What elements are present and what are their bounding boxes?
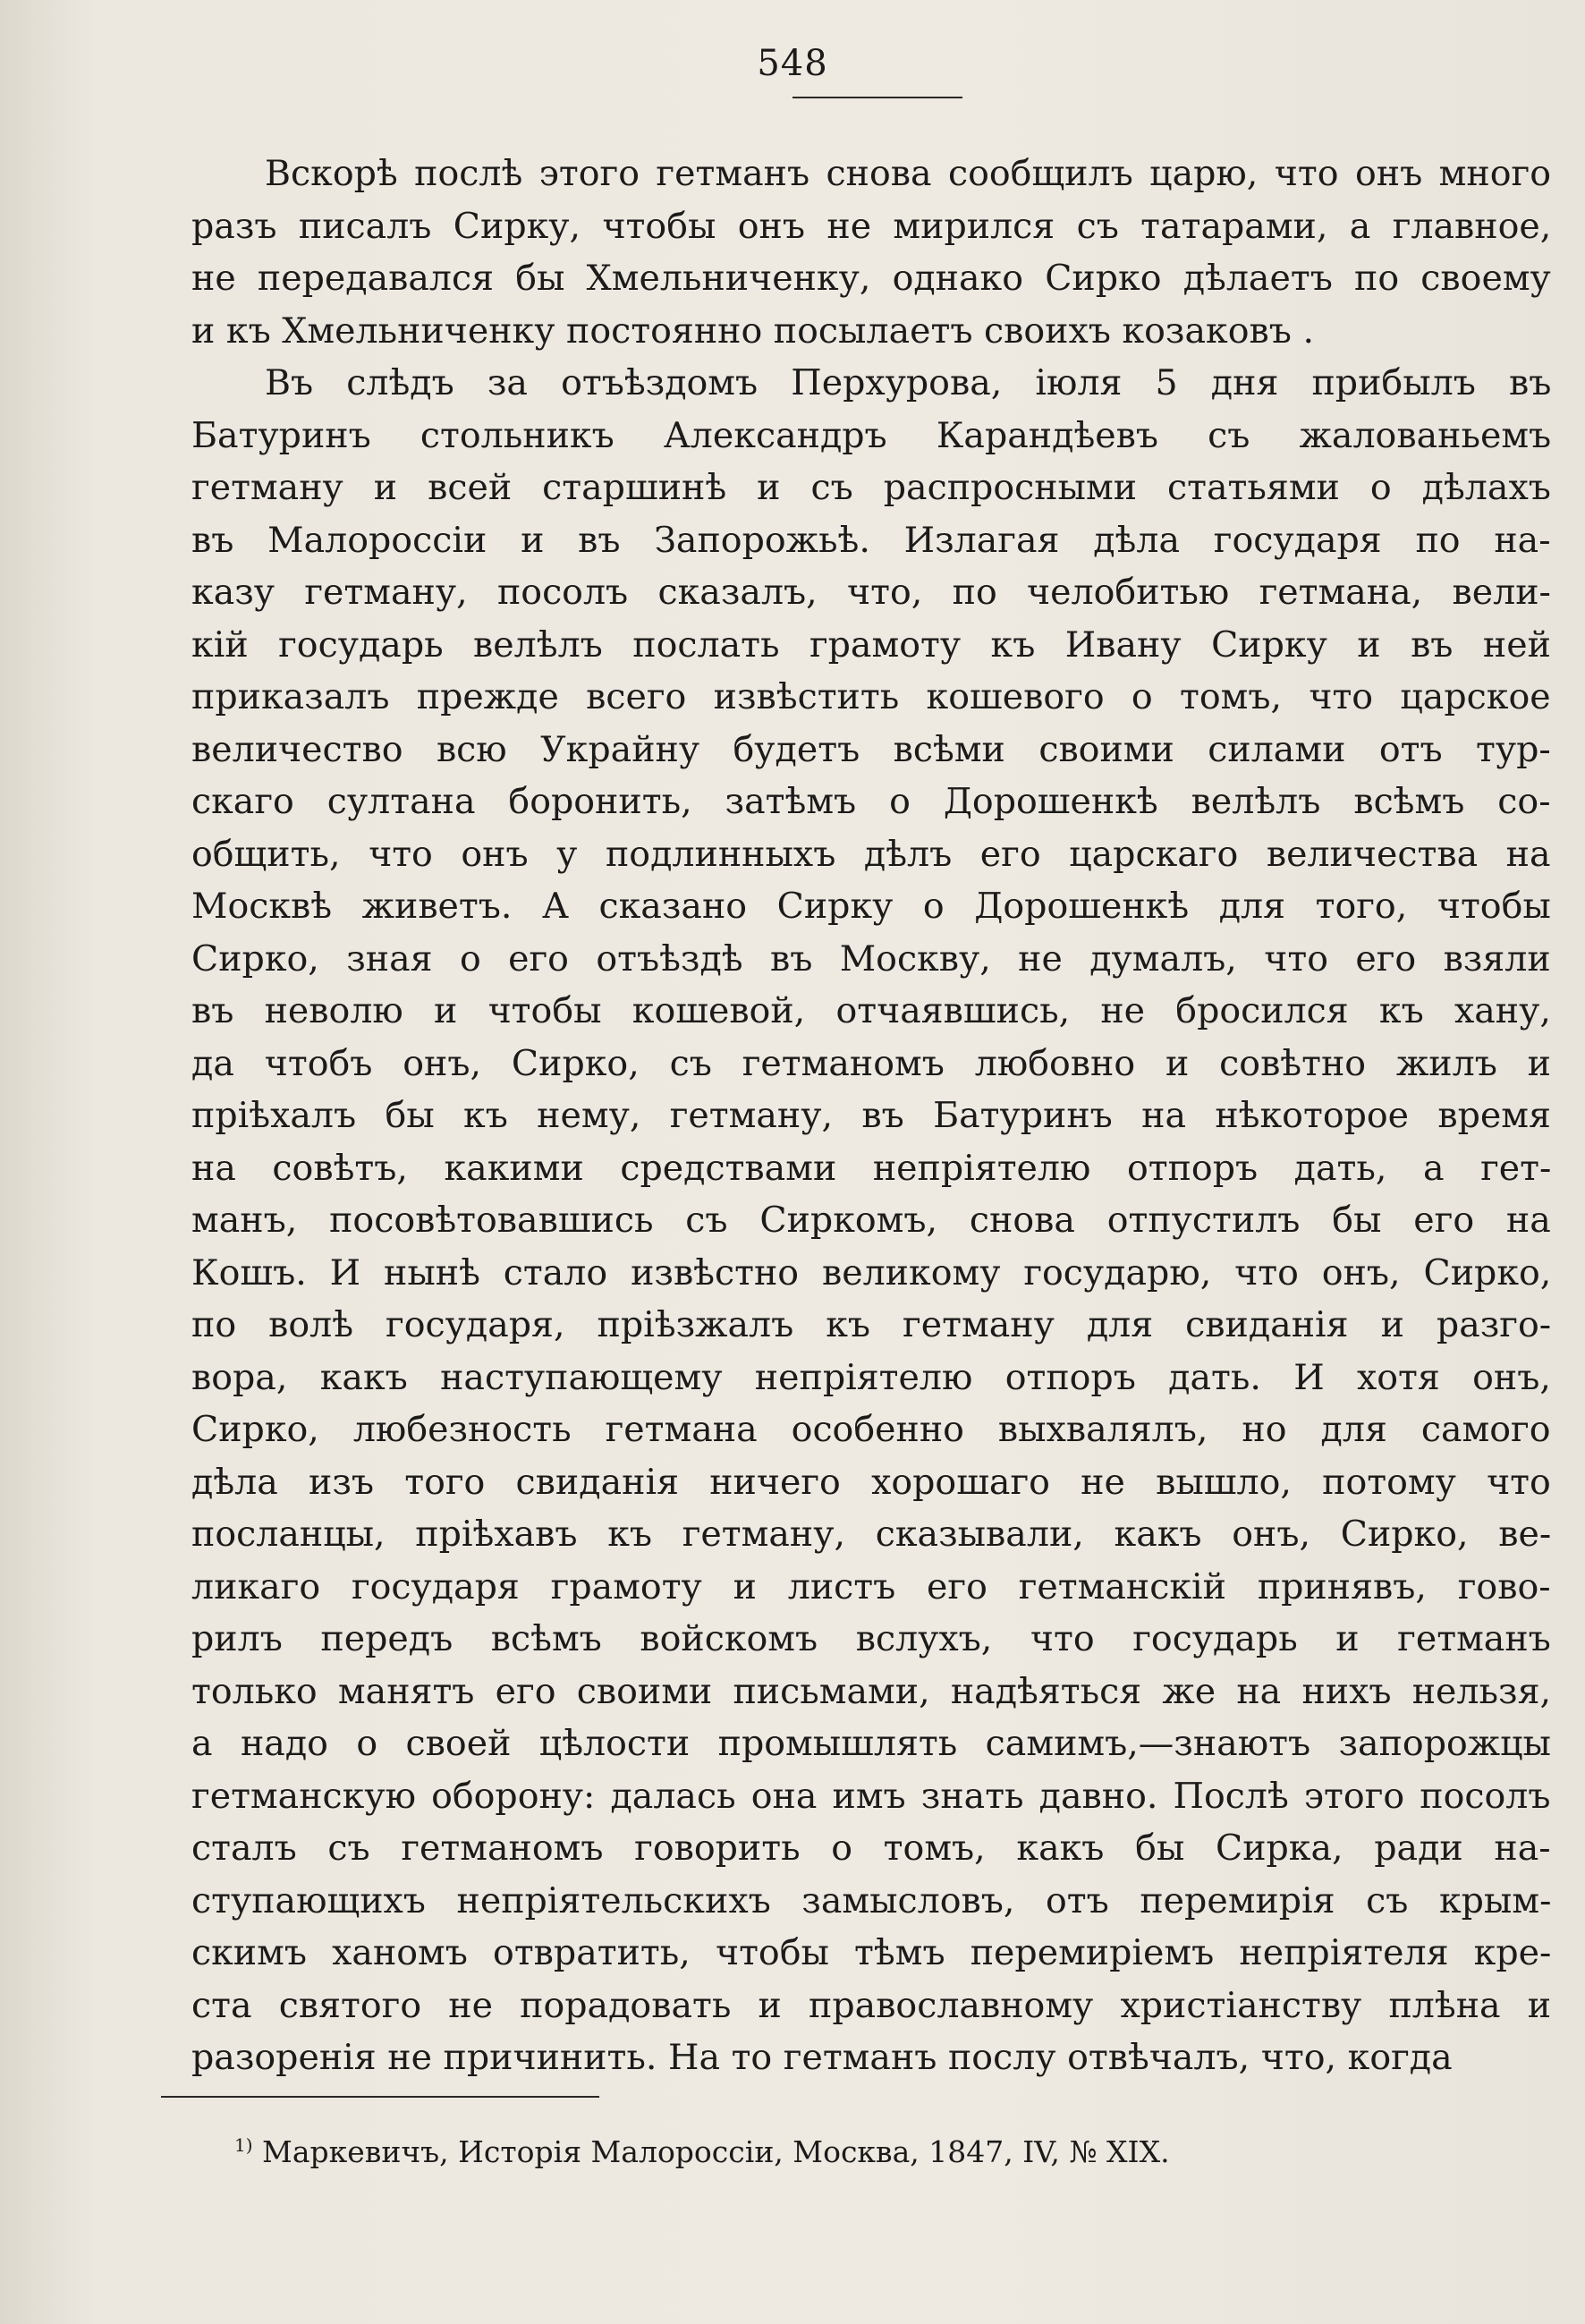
text-line: гетманскую оборону: далась она имъ знать давно. Послѣ этого посолъ [191,1775,1551,1817]
text-line: вора, какъ наступающему непріятелю отпоръ дать. И хотя онъ, [191,1356,1551,1398]
text-line: пріѣхалъ бы къ нему, гетману, въ Батуринъ на нѣкоторое время [191,1095,1551,1136]
text-line: на совѣтъ, какими средствами непріятелю отпоръ дать, а гет- [191,1147,1552,1189]
text-line: да чтобъ онъ, Сирко, съ гетманомъ любовно и совѣтно жилъ и [191,1042,1552,1084]
footnote-marker: 1) [234,2134,253,2156]
text-line: скимъ ханомъ отвратить, чтобы тѣмъ перемиріемъ непріятеля кре- [191,1932,1552,1973]
text-line: манъ, посовѣтовавшись съ Сиркомъ, снова отпустилъ бы его на [191,1200,1551,1241]
body-text [191,148,1551,2084]
footnote-text: Маркевичъ, Исторія Малороссіи, Москва, 1847, IV, № XIX. [262,2134,1170,2169]
text-line: Сирко, зная о его отъѣздѣ въ Москву, не думалъ, что его взяли [191,937,1551,980]
text-line: Кошъ. И нынѣ стало извѣстно великому государю, что онъ, Сирко, [191,1251,1552,1293]
text-line: разъ писалъ Сирку, чтобы онъ не мирился съ татарами, а главное, [191,205,1552,247]
text-line: въ Малороссіи и въ Запорожьѣ. Излагая дѣла государя по на- [191,519,1551,561]
text-line: дѣла изъ того свиданія ничего хорошаго не вышло, потому что [191,1461,1551,1503]
text-line: Въ слѣдъ за отъѣздомъ Перхурова, іюля 5 дня прибылъ въ [265,362,1552,403]
text-line: сталъ съ гетманомъ говорить о томъ, какъ бы Сирка, ради на- [191,1828,1551,1869]
text-line: ста святого не порадовать и православному христіанству плѣна и [191,1984,1552,2026]
text-line: и къ Хмельниченку постоянно посылаетъ своихъ козаковъ . [191,310,1314,352]
text-line: посланцы, пріѣхавъ къ гетману, сказывали, какъ онъ, Сирко, ве- [191,1514,1552,1555]
text-line: кій государь велѣлъ послать грамоту къ Ивану Сирку и въ ней [191,623,1551,666]
text-line: казу гетману, посолъ сказалъ, что, по челобитью гетмана, вели- [191,572,1551,613]
text-line: гетману и всей старшинѣ и съ распросными статьями о дѣлахъ [191,467,1551,508]
text-line: Сирко, любезность гетмана особенно выхвалялъ, но для самого [191,1409,1551,1450]
text-line: приказалъ прежде всего извѣстить кошевого о томъ, что царское [191,676,1551,717]
text-line: не передавался бы Хмельниченку, однако Сирко дѣлаетъ по своему [191,258,1551,299]
text-line: рилъ передъ всѣмъ войскомъ вслухъ, что государь и гетманъ [191,1618,1551,1659]
text-line: Вскорѣ послѣ этого гетманъ снова сообщилъ царю, что онъ много [265,153,1551,194]
page-number: 548 [757,43,828,84]
text-line: разоренія не причинить. На то гетманъ послу отвѣчалъ, что, когда [191,2037,1453,2078]
text-line: по волѣ государя, пріѣзжалъ къ гетману для свиданія и разго- [191,1304,1552,1345]
footnote-rule [161,2096,599,2098]
page-number-rule [792,97,962,98]
text-line: въ неволю и чтобы кошевой, отчаявшись, не бросился къ хану, [191,990,1551,1031]
text-line: ступающихъ непріятельскихъ замысловъ, отъ перемирія съ крым- [191,1879,1552,1921]
text-line: скаго султана боронить, затѣмъ о Дорошенкѣ велѣлъ всѣмъ со- [191,781,1551,822]
text-line: Москвѣ живетъ. А сказано Сирку о Дорошенкѣ для того, чтобы [191,886,1551,927]
text-line: а надо о своей цѣлости промышлять самимъ,—знаютъ запорожцы [191,1723,1551,1764]
text-line: ликаго государя грамоту и листъ его гетманскій принявъ, гово- [191,1565,1551,1607]
footnote [234,2133,1397,2172]
text-line: Батуринъ стольникъ Александръ Карандѣевъ съ жалованьемъ [191,414,1552,456]
text-line: общить, что онъ у подлинныхъ дѣлъ его царскаго величества на [191,833,1551,875]
text-line: величество всю Украйну будетъ всѣми своими силами отъ тур- [191,728,1551,770]
text-line: только манятъ его своими письмами, надѣяться же на нихъ нельзя, [191,1670,1552,1712]
